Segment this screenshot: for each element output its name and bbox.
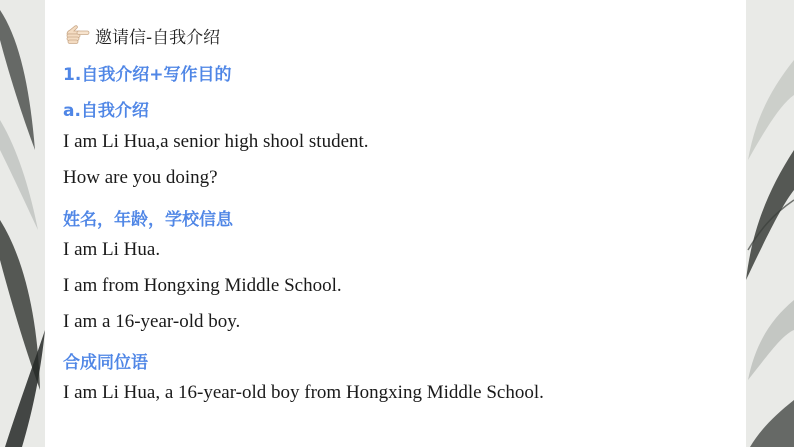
heading-appositive: 合成同位语	[63, 353, 148, 373]
leaf-left-low	[5, 330, 45, 447]
pointing-hand-icon	[65, 25, 91, 45]
sentence-name: I am Li Hua.	[63, 239, 161, 260]
heading-self-intro: a.自我介绍	[63, 101, 149, 121]
sentence-combined: I am Li Hua, a 16-year-old boy from Hongxing Middle School.	[63, 382, 544, 403]
heading-self-intro-purpose: 1.自我介绍+写作目的	[63, 65, 232, 85]
sentence-senior-student: I am Li Hua,a senior high shool student.	[63, 131, 369, 152]
heading-name-age-school: 姓名，年龄，学校信息	[63, 210, 233, 230]
leaf-right-mid	[746, 150, 794, 280]
sentence-age: I am a 16-year-old boy.	[63, 311, 241, 332]
slide-content-panel	[45, 0, 746, 447]
slide-header-title: 邀请信-自我介绍	[95, 27, 221, 48]
leaf-left-top	[0, 10, 35, 150]
leaf-right-top	[748, 60, 794, 160]
sentence-how-are-you: How are you doing?	[63, 167, 218, 188]
leaf-right-low	[748, 300, 794, 380]
leaf-right-bottom	[750, 400, 794, 447]
sentence-school: I am from Hongxing Middle School.	[63, 275, 342, 296]
slide-header	[65, 22, 220, 48]
